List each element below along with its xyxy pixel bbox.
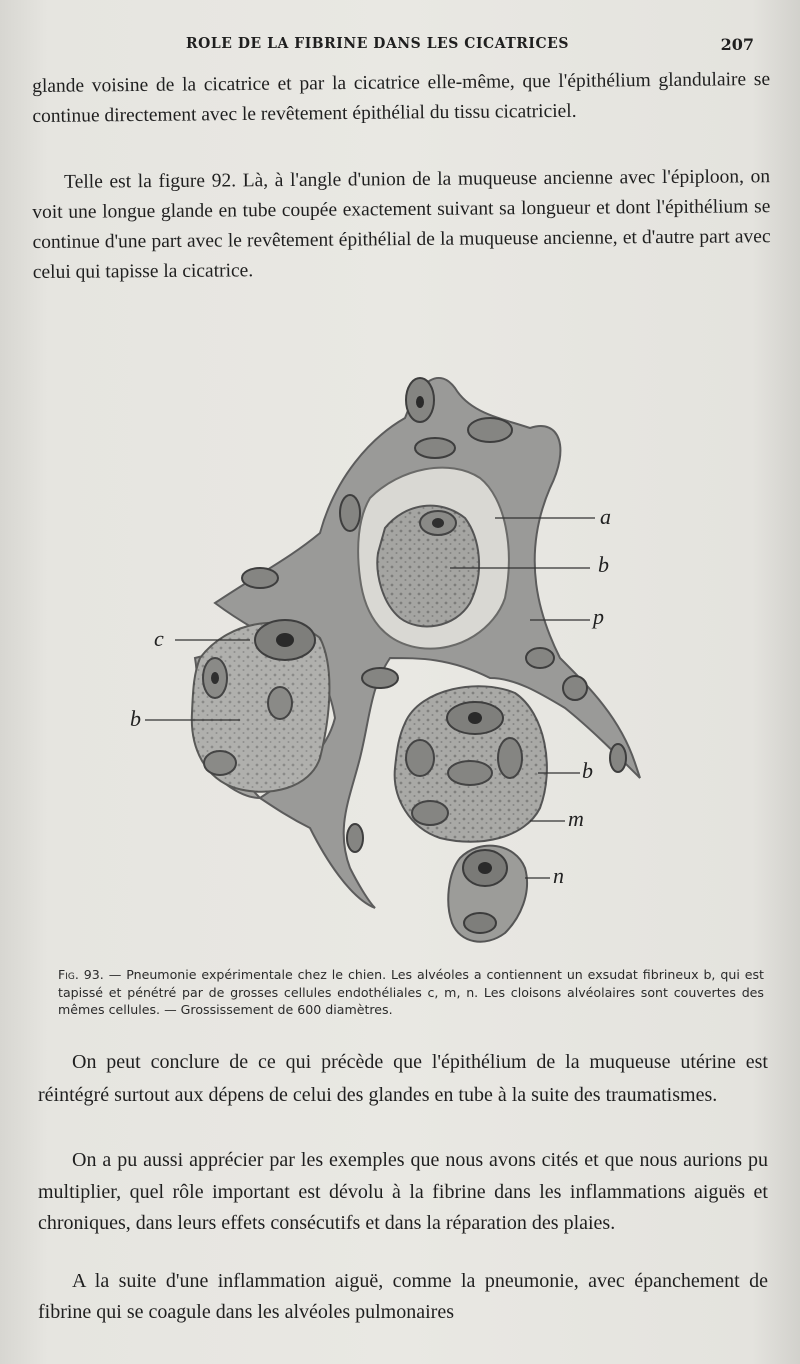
label-b-top: b [598, 552, 609, 577]
histology-figure [120, 358, 680, 958]
label-p: p [593, 604, 604, 629]
histology-drawing [120, 358, 680, 958]
figure-caption-label: Fig. 93. [58, 967, 104, 982]
paragraph-1: glande voisine de la cicatrice et par la cicatrice elle-même, que l'épithélium glandulaire se continue directement avec le revêtement épithélial du tissu cicatriciel. [32, 68, 771, 127]
paragraph-5: A la suite d'une inflammation aiguë, comme la pneumonie, avec épanchement de fibrine qui se coagule dans les alvéoles pulmonaires [38, 1270, 768, 1323]
paragraph-3: On peut conclure de ce qui précède que l'épithélium de la muqueuse utérine est réintégré surtout aux dépens de celui des glandes en tube à la suite des traumatismes. [38, 1051, 768, 1106]
paragraph-4: On a pu aussi apprécier par les exemples que nous avons cités et que nous aurions pu multiplier, quel rôle important est dévolu à la fibrine dans les inflammations aiguës et chroniques, dans leurs effets consécutifs et dans la réparation des plaies. [38, 1149, 768, 1234]
label-b-left: b [130, 706, 141, 731]
label-a: a [600, 504, 611, 529]
running-title: ROLE DE LA FIBRINE DANS LES CICATRICES [186, 34, 569, 52]
page-number: 207 [720, 35, 754, 54]
alveolus-central [358, 468, 509, 649]
label-b-right: b [582, 758, 593, 783]
alveolus-small [448, 846, 527, 942]
label-c: c [154, 626, 164, 651]
label-n: n [553, 863, 564, 888]
figure-caption-text: — Pneumonie expérimentale chez le chien. Les alvéoles a contiennent un exsudat fibrineux b, qui est tapissé et pénétré par de grosses cellules endothéliales c, m, n. Les cloisons alvéolaires sont couvertes des mêmes cellules. — Grossissement de 600 diamètres. [58, 967, 764, 1017]
alveolus-lower [395, 686, 547, 842]
running-head [0, 34, 800, 56]
figure-caption [58, 966, 764, 1019]
alveolus-left [192, 620, 330, 792]
label-m: m [568, 806, 584, 831]
paragraph-2: Telle est la figure 92. Là, à l'angle d'union de la muqueuse ancienne avec l'épiploon, on voit une longue glande en tube coupée exactement suivant sa longueur et dont l'épithélium se continue d'une part avec le revêtement épithélial de la muqueuse ancienne, et d'autre part avec celui qui tapisse la cicatrice. [32, 166, 771, 283]
